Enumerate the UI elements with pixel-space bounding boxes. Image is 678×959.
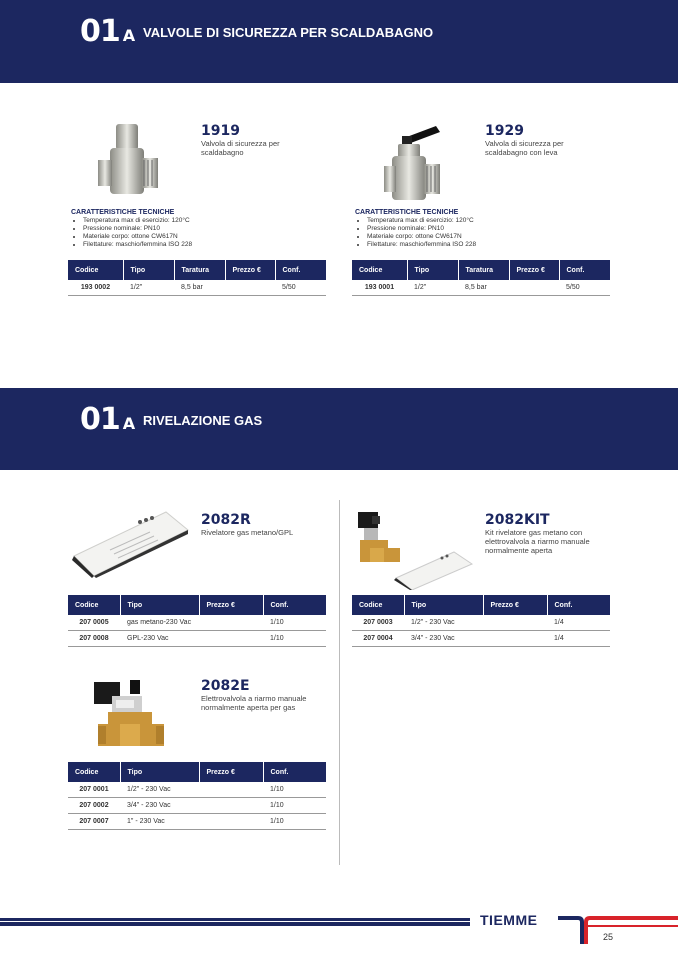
- cell-tipo: gas metano-230 Vac: [120, 615, 199, 631]
- col-prezzo: Prezzo €: [199, 595, 263, 615]
- table-row: [68, 782, 326, 798]
- column-divider: [339, 500, 340, 865]
- cell-conf: 5/50: [559, 280, 610, 296]
- cell-tipo: 1/2" - 230 Vac: [404, 615, 483, 631]
- spec-item: • Materiale corpo: ottone CW617N: [367, 233, 476, 241]
- product-code: 1919: [201, 123, 240, 139]
- cell-conf: 1/10: [263, 814, 326, 830]
- cell-prezzo: [199, 798, 263, 814]
- brand-name: TIEMME: [480, 912, 538, 928]
- cell-conf: 1/10: [263, 615, 326, 631]
- cell-prezzo: [199, 782, 263, 798]
- cell-taratura: 8,5 bar: [458, 280, 509, 296]
- solenoid-valve-image: [90, 676, 170, 756]
- cell-tipo: 1/2" - 230 Vac: [120, 782, 199, 798]
- cell-conf: 1/10: [263, 631, 326, 647]
- col-taratura: Taratura: [174, 260, 225, 280]
- col-codice: Codice: [352, 260, 407, 280]
- col-conf: Conf.: [559, 260, 610, 280]
- section-number: 01 A: [80, 402, 135, 437]
- col-tipo: Tipo: [120, 762, 199, 782]
- product-description: Rivelatore gas metano/GPL: [201, 528, 294, 537]
- section-header-valvole: [0, 0, 678, 83]
- product-description: Valvola di sicurezza per scaldabagno con leva: [485, 139, 564, 157]
- product-2082kit: [485, 512, 600, 555]
- footer-bar-stripe: [0, 921, 470, 922]
- product-1919: [201, 123, 296, 157]
- section-title: VALVOLE DI SICUREZZA PER SCALDABAGNO: [143, 25, 434, 40]
- cell-prezzo: [199, 631, 263, 647]
- cell-codice: 207 0007: [68, 814, 120, 830]
- spec-item: • Pressione nominale: PN10: [367, 225, 476, 233]
- specs-title: CARATTERISTICHE TECNICHE: [71, 209, 175, 216]
- cell-tipo: 1/2": [123, 280, 174, 296]
- section-header-rivelazione-gas: [0, 388, 678, 470]
- specs-1929: [355, 209, 476, 249]
- page-number: 25: [603, 932, 614, 942]
- product-code: 2082E: [201, 678, 250, 694]
- table-header: [68, 595, 326, 615]
- cell-conf: 1/10: [263, 782, 326, 798]
- spec-item: • Pressione nominale: PN10: [83, 225, 192, 233]
- cell-prezzo: [483, 615, 547, 631]
- spec-item: • Filettature: maschio/femmina ISO 228: [83, 241, 192, 249]
- spec-item: • Filettature: maschio/femmina ISO 228: [367, 241, 476, 249]
- cell-codice: 193 0001: [352, 280, 407, 296]
- cell-prezzo: [199, 814, 263, 830]
- valve-1929-image: [382, 122, 450, 204]
- cell-prezzo: [225, 280, 275, 296]
- col-tipo: Tipo: [407, 260, 458, 280]
- table-2082e: [68, 762, 326, 830]
- cell-prezzo: [509, 280, 559, 296]
- table-2082r: [68, 595, 326, 647]
- table-row: [352, 615, 610, 631]
- product-code: 1929: [485, 123, 524, 139]
- col-tipo: Tipo: [120, 595, 199, 615]
- cell-codice: 207 0004: [352, 631, 404, 647]
- table-row: [68, 798, 326, 814]
- cell-tipo: 1" - 230 Vac: [120, 814, 199, 830]
- col-tipo: Tipo: [404, 595, 483, 615]
- cell-codice: 207 0008: [68, 631, 120, 647]
- gas-detector-image: [70, 506, 190, 578]
- valve-1919-image: [96, 122, 162, 202]
- cell-conf: 1/4: [547, 615, 610, 631]
- cell-taratura: 8,5 bar: [174, 280, 225, 296]
- col-taratura: Taratura: [458, 260, 509, 280]
- col-conf: Conf.: [263, 595, 326, 615]
- product-code: 2082R: [201, 512, 251, 528]
- section-number: 01 A: [80, 14, 135, 49]
- col-codice: Codice: [352, 595, 404, 615]
- gas-kit-image: [354, 508, 474, 590]
- product-1929: [485, 123, 580, 157]
- cell-codice: 207 0001: [68, 782, 120, 798]
- table-row: [68, 814, 326, 830]
- table-header: [352, 595, 610, 615]
- table-header: [68, 762, 326, 782]
- col-conf: Conf.: [263, 762, 326, 782]
- table-row: [68, 615, 326, 631]
- product-description: Kit rivelatore gas metano con elettrovalvola a riarmo manuale normalmente aperta: [485, 528, 590, 555]
- cell-codice: 193 0002: [68, 280, 123, 296]
- product-description: Elettrovalvola a riarmo manuale normalmente aperta per gas: [201, 694, 307, 712]
- col-conf: Conf.: [275, 260, 326, 280]
- specs-title: CARATTERISTICHE TECNICHE: [355, 209, 459, 216]
- table-1919: [68, 260, 326, 296]
- table-row: [352, 280, 610, 296]
- table-header: [68, 260, 326, 280]
- col-prezzo: Prezzo €: [483, 595, 547, 615]
- col-codice: Codice: [68, 762, 120, 782]
- spec-item: • Temperatura max di esercizio: 120°C: [367, 217, 476, 225]
- product-code: 2082KIT: [485, 512, 550, 528]
- cell-tipo: 3/4" - 230 Vac: [120, 798, 199, 814]
- product-description: Valvola di sicurezza per scaldabagno: [201, 139, 280, 157]
- col-prezzo: Prezzo €: [225, 260, 275, 280]
- cell-codice: 207 0005: [68, 615, 120, 631]
- specs-1919: [71, 209, 192, 249]
- col-prezzo: Prezzo €: [199, 762, 263, 782]
- table-header: [352, 260, 610, 280]
- section-title: RIVELAZIONE GAS: [143, 413, 263, 428]
- spec-item: • Materiale corpo: ottone CW617N: [83, 233, 192, 241]
- cell-tipo: GPL-230 Vac: [120, 631, 199, 647]
- col-tipo: Tipo: [123, 260, 174, 280]
- table-row: [68, 631, 326, 647]
- cell-conf: 5/50: [275, 280, 326, 296]
- cell-codice: 207 0003: [352, 615, 404, 631]
- col-conf: Conf.: [547, 595, 610, 615]
- footer-bar: [0, 918, 470, 926]
- col-codice: Codice: [68, 260, 123, 280]
- table-row: [68, 280, 326, 296]
- cell-codice: 207 0002: [68, 798, 120, 814]
- cell-conf: 1/10: [263, 798, 326, 814]
- col-codice: Codice: [68, 595, 120, 615]
- tiemme-logo-icon: [556, 914, 678, 946]
- spec-item: • Temperatura max di esercizio: 120°C: [83, 217, 192, 225]
- table-1929: [352, 260, 610, 296]
- cell-conf: 1/4: [547, 631, 610, 647]
- product-2082r: [201, 512, 321, 537]
- cell-tipo: 1/2": [407, 280, 458, 296]
- col-prezzo: Prezzo €: [509, 260, 559, 280]
- cell-prezzo: [483, 631, 547, 647]
- cell-prezzo: [199, 615, 263, 631]
- product-2082e: [201, 678, 321, 712]
- table-2082kit: [352, 595, 610, 647]
- cell-tipo: 3/4" - 230 Vac: [404, 631, 483, 647]
- table-row: [352, 631, 610, 647]
